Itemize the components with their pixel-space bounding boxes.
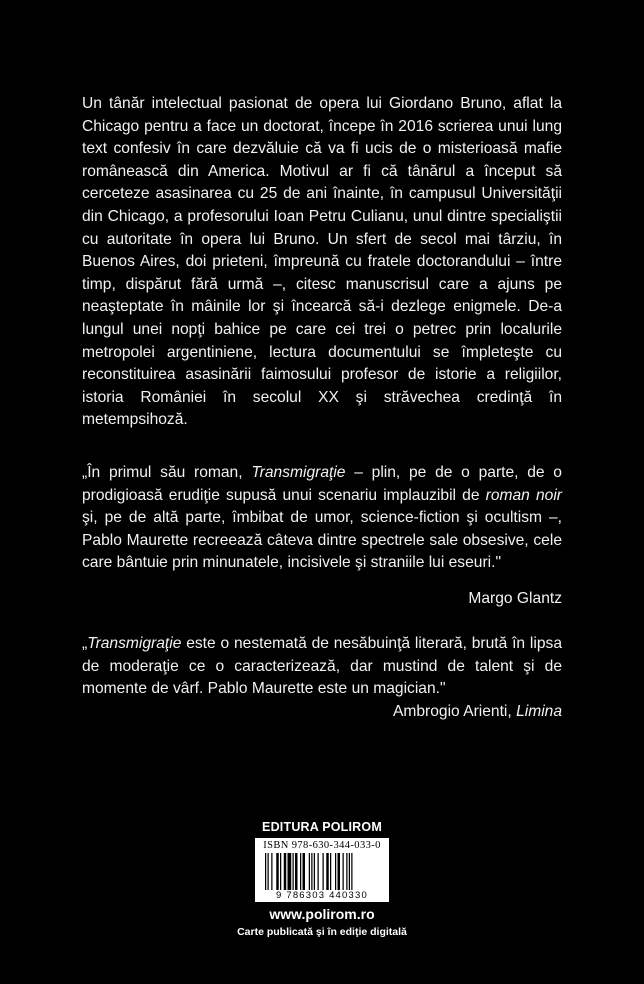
quote-2-attribution (393, 701, 562, 724)
barcode-bar (338, 853, 341, 890)
barcode-bar (288, 853, 292, 890)
quote-1-intro: „În primul său roman, (82, 464, 252, 481)
review-quote-2 (82, 633, 562, 701)
barcode-bar (326, 853, 329, 890)
barcode-bar (265, 853, 266, 890)
quote-2-title: Transmigraţie (87, 635, 182, 652)
barcode-bar (309, 853, 310, 890)
quote-2-author: Ambrogio Arienti, (392, 703, 517, 720)
barcode-bar (318, 853, 319, 890)
barcode-bar (303, 853, 306, 890)
publisher-name: EDITURA POLIROM (262, 820, 382, 834)
isbn-barcode (255, 838, 389, 902)
barcode-bar (314, 853, 315, 890)
barcode-bar (284, 853, 287, 890)
barcode-bar (351, 853, 352, 890)
quote-2-source: Limina (516, 703, 562, 720)
blurb-text: Un tânăr intelectual pasionat de opera lui Giordano Bruno, aflat la Chicago pentru a face un doctorat, începe în 2016 scrierea unui lung text confesiv în care dezvăluie că va fi ucis de o misterioasă mafie românească din America. Motivul ar fi că tânărul a început să cerceteze asasinarea cu 25 de ani înainte, în campusul Universităţii din Chicago, a profesorului Ioan Petru Culianu, unul dintre specialiştii cu autoritate în opera lui Bruno. Un sfert de secol mai târziu, în Buenos Aires, doi prieteni, împreună cu fratele doctorandului – între timp, dispărut fără urmă –, citesc manuscrisul care a ajuns pe neaşteptate în mâinile lor şi încearcă să-i dezlege enigmele. De-a lungul unei nopţi bahice pe care cei trei o petrec prin localurile metropolei argentiniene, lectura documentului se împleteşte cu reconstituirea asasinării faimosului profesor de istorie a religiilor, istoria României în secolul XX şi străvechea credinţă în metempsihoză. (82, 95, 562, 429)
barcode-bar (293, 853, 294, 890)
barcode-bar (335, 853, 336, 890)
barcode-icon (263, 853, 381, 890)
barcode-digits: 9 786303 440330 (276, 890, 368, 901)
barcode-bar (276, 853, 279, 890)
barcode-bar (323, 853, 324, 890)
barcode-bar (311, 853, 312, 890)
digital-edition-note: Carte publicată şi în ediţie digitală (237, 926, 407, 938)
barcode-bar (280, 853, 281, 890)
barcode-bar (268, 853, 269, 890)
quote-1-genre: roman noir (485, 486, 562, 504)
quote-2-open: „ (82, 635, 88, 652)
quote-1-end: şi, pe de altă parte, îmbibat de umor, science-fiction şi ocultism –, Pablo Maurette recreează câteva dintre spectrele sale obsesive, cele care bântuie prin minunatele, incisivele şi straniile lui eseuri." (82, 509, 562, 572)
barcode-bar (330, 853, 331, 890)
barcode-bar (271, 853, 272, 890)
isbn-number: ISBN 978-630-344-033-0 (263, 840, 381, 851)
quote-1-author: Margo Glantz (468, 590, 562, 607)
review-quote-1 (82, 462, 562, 575)
publisher-website[interactable]: www.polirom.ro (269, 906, 375, 922)
barcode-bar (349, 853, 350, 890)
barcode-bar (295, 853, 298, 890)
barcode-bar (300, 853, 301, 890)
barcode-bar (346, 853, 347, 890)
quote-1-title: Transmigraţie (251, 464, 346, 481)
quote-1-middle: – plin, pe de o parte, de o prodigioasă erudiţie supusă unui scenariu implauzibil de (82, 464, 562, 504)
barcode-bar (343, 853, 344, 890)
quote-2-body: este o nestemată de nesăbuinţă literară, brută în lipsa de moderaţie ce o caracterizează, dar mustind de talent şi de momente de vârf. Pablo Maurette este un magician." (82, 635, 562, 698)
